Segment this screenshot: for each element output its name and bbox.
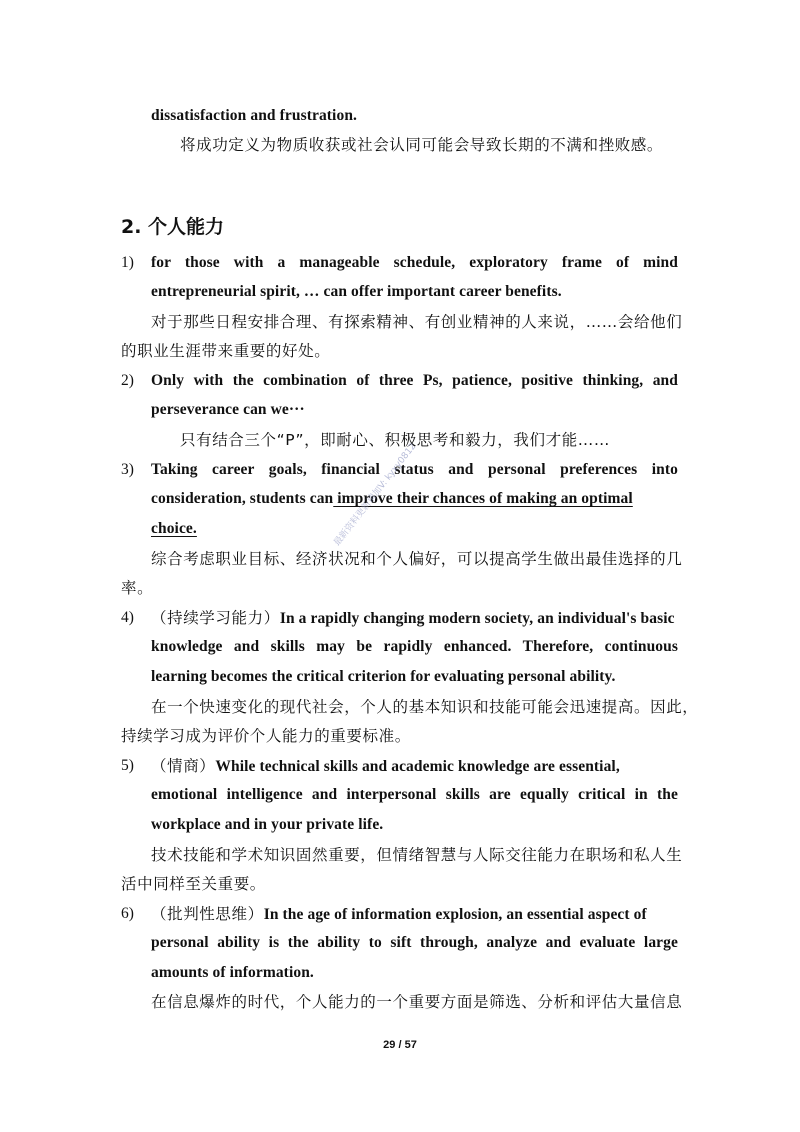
item-6-tag: （批判性思维）: [151, 905, 264, 923]
item-3-en-line-3: choice.: [151, 520, 197, 537]
item-4-tag: （持续学习能力）: [151, 609, 280, 627]
item-1-zh-line-2: 的职业生涯带来重要的好处。: [121, 342, 331, 360]
item-6-en-line-3: amounts of information.: [151, 964, 314, 981]
item-4-en-line-3: learning becomes the critical criterion for evaluating personal ability.: [151, 668, 616, 685]
item-3-en-line-2: [151, 489, 633, 509]
intro-zh-line: 将成功定义为物质收获或社会认同可能会导致长期的不满和挫败感。: [180, 136, 664, 154]
item-5-en-line-3: workplace and in your private life.: [151, 816, 384, 833]
section-heading: 2. 个人能力: [121, 216, 225, 238]
item-1-en-line-2: entrepreneurial spirit, … can offer important career benefits.: [151, 283, 562, 300]
item-5-en-line-2: emotional intelligence and interpersonal skills are equally critical in the: [151, 786, 678, 803]
item-4-zh-line-2: 持续学习成为评价个人能力的重要标准。: [121, 727, 411, 745]
item-2-en-line-2: perseverance can we···: [151, 401, 305, 418]
item-6-number: 6): [121, 905, 134, 922]
item-4-en-line-1: In a rapidly changing modern society, an individual's basic: [279, 610, 675, 627]
item-2-number: 2): [121, 372, 134, 389]
item-6-en-line-1: In the age of information explosion, an essential aspect of: [263, 906, 647, 923]
item-3-underlined-text: improve their chances of making an optimal: [333, 490, 633, 507]
watermark-text: 最新资料更新请加V: kyxy0812: [332, 441, 419, 549]
item-6-en-line-2: personal ability is the ability to sift through, analyze and evaluate large: [151, 934, 678, 951]
page-number: 29 / 57: [383, 1039, 417, 1051]
item-3-zh-line-1: 综合考虑职业目标、经济状况和个人偏好，可以提高学生做出最佳选择的几: [151, 550, 683, 568]
item-2-zh-line-1: 只有结合三个“P”，即耐心、积极思考和毅力，我们才能……: [180, 431, 610, 449]
item-5-tag: （情商）: [151, 757, 216, 775]
item-3-zh-line-2: 率。: [121, 579, 154, 597]
intro-en-line: dissatisfaction and frustration.: [151, 107, 358, 124]
item-5-line-1: [151, 756, 678, 777]
item-2-en-line-1: Only with the combination of three Ps, patience, positive thinking, and: [151, 372, 678, 389]
item-5-zh-line-1: 技术技能和学术知识固然重要，但情绪智慧与人际交往能力在职场和私人生: [151, 846, 683, 864]
item-3-en-line-1: Taking career goals, financial status and personal preferences into: [151, 461, 678, 478]
item-5-number: 5): [121, 757, 134, 774]
item-5-en-line-1: While technical skills and academic knowledge are essential,: [215, 758, 620, 775]
item-4-line-1: [151, 608, 678, 629]
item-4-zh-line-1: 在一个快速变化的现代社会，个人的基本知识和技能可能会迅速提高。因此，: [151, 698, 699, 716]
item-6-zh-line-1: 在信息爆炸的时代，个人能力的一个重要方面是筛选、分析和评估大量信息: [151, 993, 683, 1011]
item-1-zh-line-1: 对于那些日程安排合理、有探索精神、有创业精神的人来说，……会给他们: [151, 313, 683, 331]
item-4-en-line-2: knowledge and skills may be rapidly enhanced. Therefore, continuous: [151, 638, 678, 655]
item-3-number: 3): [121, 461, 134, 478]
item-1-number: 1): [121, 254, 134, 271]
item-5-zh-line-2: 活中同样至关重要。: [121, 875, 266, 893]
item-6-line-1: [151, 904, 678, 925]
item-4-number: 4): [121, 609, 134, 626]
item-3-plain-text: consideration, students can: [151, 490, 334, 507]
item-1-en-line-1: for those with a manageable schedule, exploratory frame of mind: [151, 254, 678, 271]
